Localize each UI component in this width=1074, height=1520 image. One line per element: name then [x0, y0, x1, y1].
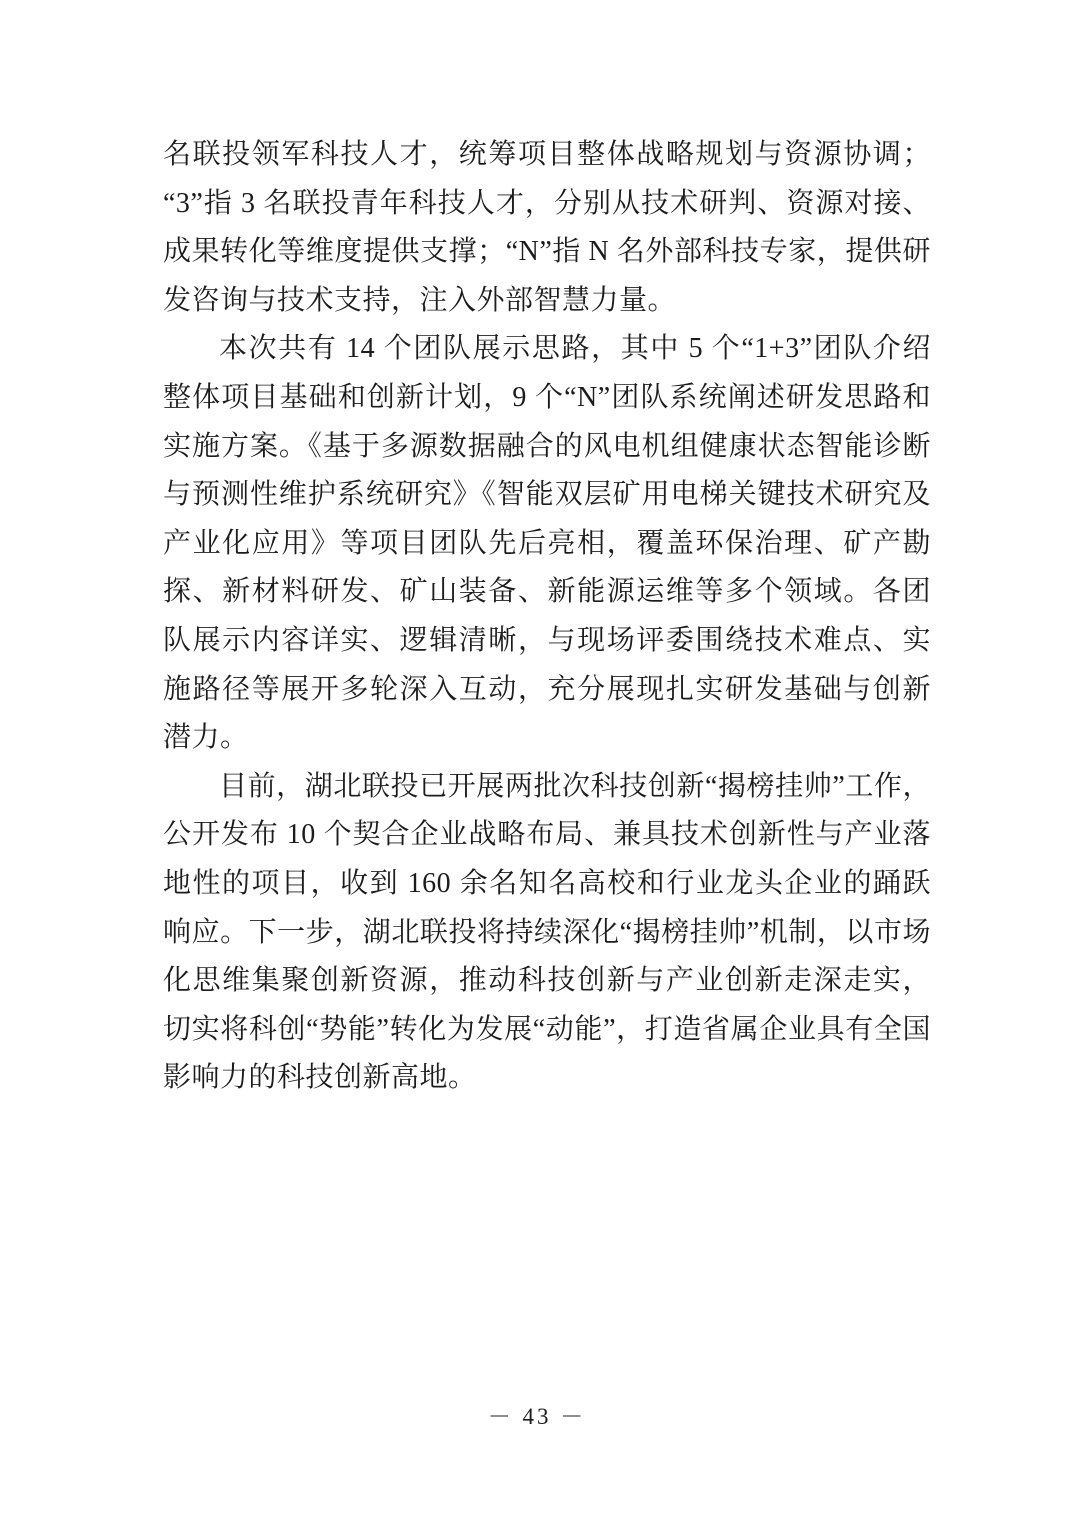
paragraph-teams-presentation: 本次共有 14 个团队展示思路，其中 5 个“1+3”团队介绍整体项目基础和创新计划，9 个“N”团队系统阐述研发思路和实施方案。《基于多源数据融合的风电机组健康状态智能诊断与预测性维护系统研究》《智能双层矿用电梯关键技术研究及产业化应用》等项目团队先后亮相，覆盖环保治理、矿产勘探、新材料研发、矿山装备、新能源运维等多个领域。各团队展示内容详实、逻辑清晰，与现场评委围绕技术难点、实施路径等展开多轮深入互动，充分展现扎实研发基础与创新潜力。: [163, 333, 931, 754]
paragraph-continuation: 名联投领军科技人才，统筹项目整体战略规划与资源协调；“3”指 3 名联投青年科技人才，分别从技术研判、资源对接、成果转化等维度提供支撑；“N”指 N 名外部科技专家，提供研发咨询与技术支持，注入外部智慧力量。: [163, 139, 931, 316]
document-body-text: [163, 131, 931, 1103]
paragraph-future-plan: 目前，湖北联投已开展两批次科技创新“揭榜挂帅”工作，公开发布 10 个契合企业战略布局、兼具技术创新性与产业落地性的项目，收到 160 余名知名高校和行业龙头企业的踊跃响应。下一步，湖北联投将持续深化“揭榜挂帅”机制，以市场化思维集聚创新资源，推动科技创新与产业创新走深走实，切实将科创“势能”转化为发展“动能”，打造省属企业具有全国影响力的科技创新高地。: [163, 770, 931, 1094]
page-number: － 43 －: [487, 1404, 587, 1429]
